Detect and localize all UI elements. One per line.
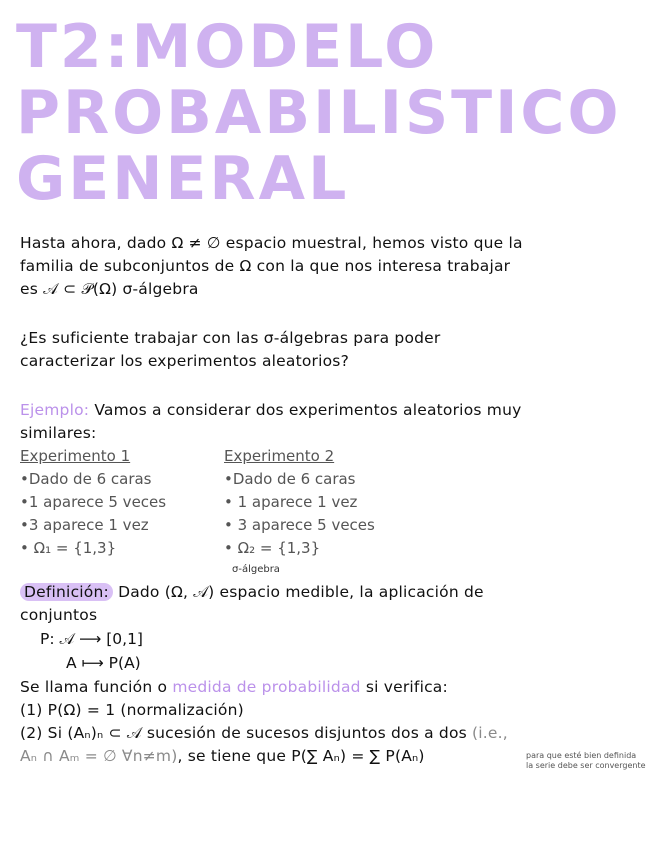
example-line-2: similares:: [20, 424, 97, 442]
page-title: [16, 14, 621, 212]
probability-measure-term: medida de probabilidad: [172, 678, 361, 696]
convergence-note-line-2: la serie debe ser convergente: [526, 761, 646, 770]
experiment-2-item: • Ω₂ = {1,3}: [224, 539, 321, 557]
question-line-1: ¿Es suficiente trabajar con las σ-álgebras para poder: [20, 329, 441, 347]
definition-line-3-end: si verifica:: [360, 678, 448, 696]
condition-2-note: (i.e.,: [466, 724, 508, 742]
definition-line-3-start: Se llama función o: [20, 678, 173, 696]
experiment-1-heading: Experimento 1: [20, 447, 131, 465]
definition-paragraph: [20, 581, 484, 627]
definition-label: Definición:: [20, 583, 113, 601]
title-line-1: T2:MODELO: [16, 12, 439, 82]
experiment-2-item: •Dado de 6 caras: [224, 470, 356, 488]
intro-line-2: familia de subconjuntos de Ω con la que nos interesa trabajar: [20, 257, 511, 275]
disjoint-condition: Aₙ ∩ Aₘ = ∅ ∀n≠m): [20, 747, 178, 765]
definition-line-1: Dado (Ω, 𝒜) espacio medible, la aplicación de: [112, 583, 484, 601]
intro-line-1: Hasta ahora, dado Ω ≠ ∅ espacio muestral, hemos visto que la: [20, 234, 523, 252]
probability-map: [40, 627, 143, 675]
experiment-2: [224, 445, 375, 560]
experiment-1-item: •1 aparece 5 veces: [20, 493, 167, 511]
experiment-1-item: •3 aparece 1 vez: [20, 516, 149, 534]
map-line-1: P: 𝒜 ⟶ [0,1]: [40, 630, 143, 648]
convergence-note-line-1: para que esté bien definida: [526, 751, 637, 760]
title-line-2: PROBABILISTICO: [16, 78, 622, 148]
title-line-3: GENERAL: [16, 144, 350, 214]
example-line-1: Vamos a considerar dos experimentos aleatorios muy: [89, 401, 522, 419]
experiment-1: [20, 445, 166, 560]
sigma-additivity: , se tiene que P(∑ Aₙ) = ∑ P(Aₙ): [177, 747, 425, 765]
condition-1: (1) P(Ω) = 1 (normalización): [20, 701, 244, 719]
example-paragraph: [20, 399, 521, 445]
intro-line-3: es 𝒜 ⊂ 𝒫(Ω) σ-álgebra: [20, 280, 199, 298]
experiment-2-item: • 1 aparece 1 vez: [224, 493, 358, 511]
question-line-2: caracterizar los experimentos aleatorios?: [20, 352, 350, 370]
convergence-note: [526, 751, 646, 771]
question-paragraph: [20, 327, 440, 373]
definition-line-2: conjuntos: [20, 606, 98, 624]
experiment-2-item: • 3 aparece 5 veces: [224, 516, 375, 534]
example-label: Ejemplo:: [20, 401, 90, 419]
experiment-2-heading: Experimento 2: [224, 447, 335, 465]
experiment-1-item: • Ω₁ = {1,3}: [20, 539, 117, 557]
experiment-1-item: •Dado de 6 caras: [20, 470, 152, 488]
map-line-2: A ⟼ P(A): [66, 654, 141, 672]
intro-paragraph: [20, 232, 523, 301]
definition-conditions: [20, 676, 508, 768]
condition-2: (2) Si (Aₙ)ₙ ⊂ 𝒜 sucesión de sucesos disjuntos dos a dos: [20, 724, 467, 742]
sigma-algebra-note: σ-álgebra: [232, 564, 280, 575]
